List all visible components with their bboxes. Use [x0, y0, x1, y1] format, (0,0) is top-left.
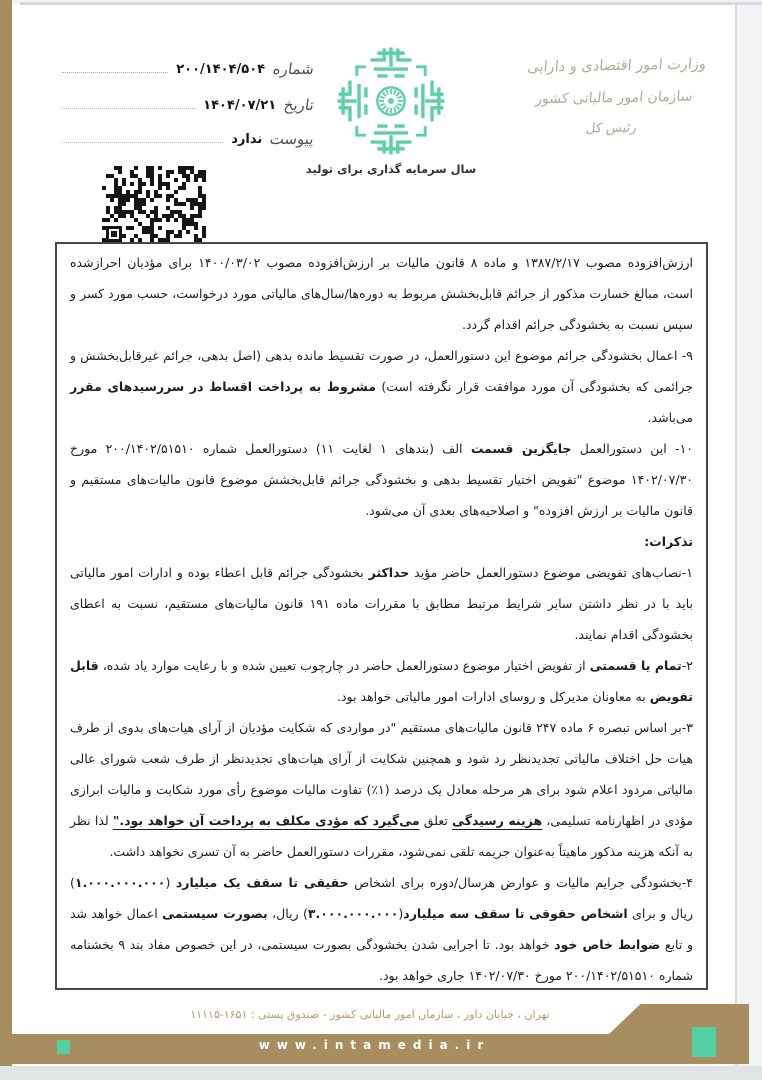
directive-text — [57, 244, 706, 990]
field-row-number — [62, 60, 314, 78]
body-paragraph: ۲-تمام یا قسمتی از تفویض اختیار موضوع دستورالعمل حاضر در چارچوب تعیین شده و با رعایت موارد یاد شده، قابل تفویض به معاونان مدیرکل و روسای ادارات امور مالیاتی خواهد بود. — [70, 658, 693, 704]
teal-accent-left — [57, 1040, 70, 1054]
remarks-heading: تذکرات: — [644, 534, 693, 549]
dotted-line — [62, 142, 223, 143]
attachment-label: پیوست — [268, 130, 316, 148]
letterhead-calligraphy — [494, 48, 735, 146]
emblem-rosette — [377, 87, 404, 114]
website-url: www.intamedia.ir — [258, 1038, 491, 1052]
field-row-attachment — [62, 130, 314, 148]
number-value: ۲۰۰/۱۴۰۴/۵۰۴ — [176, 62, 266, 77]
body-paragraph: ۳-بر اساس تبصره ۶ ماده ۲۴۷ قانون مالیات‌های مستقیم "در مواردی که شکایت مؤدیان از آرای هیات‌های بدوی از طرف هیات حل اختلاف مالیاتی تجدیدنظر رد شود و همچنین شکایت از آرای هیات‌های تجدیدنظر از طرف شعب شورای عالی مالیاتی مردود اعلام شود برای هر مرحله معادل یک درصد (۱٪) تفاوت مالیات موضوع رأی مورد شکایت و مالیات ابرازی مؤدی در اظهارنامه تسلیمی، هزینه رسیدگی تعلق می‌گیرد که مؤدی مکلف به پرداخت آن خواهد بود." لذا نظر به آنکه هزینه مذکور ماهیتاً به‌عنوان جریمه تلقی نمی‌شود، مقررات دستورالعمل حاضر به آن تسری نخواهد داشت. — [70, 720, 693, 859]
body-paragraph: ۱-نصاب‌های تفویضی موضوع دستورالعمل حاضر مؤید حداکثر بخشودگی جرائم قابل اعطاء بوده و ادارات امور مالیاتی باید با در نظر داشتن سایر شرایط مرتبط مطابق با مقررات ماده ۱۹۱ قانون مالیات‌های مستقیم، نسبت به اعطای بخشودگی اقدام نمایند. — [70, 565, 693, 642]
footer-address: تهران ، خیابان داور ، سازمان امور مالیاتی کشور - صندوق پستی : ۱۶۵۱-۱۱۱۱۵ — [190, 1008, 550, 1021]
body-paragraph: ۹- اعمال بخشودگی جرائم موضوع این دستورالعمل، در صورت تقسیط مانده بدهی (اصل بدهی، جرائم غیرقابل‌بخشش و جرائمی که بخشودگی آن مورد موافقت قرار نگرفته است) مشروط به پرداخت اقساط در سررسیدهای مقرر می‌باشد. — [70, 348, 693, 425]
tan-left-border — [0, 0, 12, 1066]
date-label: تاریخ — [282, 96, 316, 114]
photo-edge-right — [735, 4, 737, 1066]
directive-body-box — [55, 242, 708, 990]
body-paragraph: ارزش‌افزوده مصوب ۱۳۸۷/۲/۱۷ و ماده ۸ قانون مالیات بر ارزش‌افزوده مصوب ۱۴۰۰/۰۳/۰۲ برای مؤدیان احرازشده است، مبالغ خسارت مذکور از جرائم قابل‌بخشش مربوط به دوره‌ها/سال‌های مالیاتی مورد درخواست، حسب مورد کسر و سپس نسبت به بخشودگی جرائم اقدام گردد. — [70, 255, 693, 332]
signatory-title: رئیس کل — [585, 120, 638, 137]
date-value: ۱۴۰۴/۰۷/۲۱ — [203, 98, 277, 113]
teal-accent-right — [692, 1027, 716, 1057]
slogan-text: سال سرمایه گذاری برای تولید — [305, 162, 477, 176]
ministry-name: وزارت امور اقتصادی و دارایی — [526, 56, 707, 76]
emblem-arm — [370, 47, 411, 76]
number-label: شماره — [271, 60, 316, 78]
attachment-value: ندارد — [231, 132, 263, 147]
qr-code — [102, 166, 206, 246]
tax-administration-logo-icon — [331, 44, 451, 158]
photo-edge-top — [20, 2, 762, 5]
dotted-line — [62, 108, 195, 109]
body-paragraph: ۱۰- این دستورالعمل جایگزین قسمت الف (بندهای ۱ لغایت ۱۱) دستورالعمل شماره ۲۰۰/۱۴۰۲/۵۱۵۱۰ مورخ ۱۴۰۲/۰۷/۳۰ موضوع "تفویض اختیار تقسیط بدهی و بخشودگی جرائم قابل‌بخشش موضوع قانون مالیات‌های مستقیم و قانون مالیات بر ارزش افزوده" و اصلاحیه‌های بعدی آن می‌شود. — [70, 441, 694, 518]
qr-finder-pattern — [106, 226, 122, 242]
field-row-date — [62, 96, 314, 114]
body-paragraph: ۴-بخشودگی جرایم مالیات و عوارض هرسال/دوره برای اشخاص حقیقی تا سقف یک میلیارد (۱.۰۰۰.۰۰۰.۰۰۰) ریال و برای اشخاص حقوقی تا سقف سه میلیارد(۳.۰۰۰.۰۰۰.۰۰۰) ریال، بصورت سیستمی اعمال خواهد شد و تابع ضوابط خاص خود خواهد بود. تا اجرایی شدن بخشودگی بصورت سیستمی، در این خصوص مفاد بند ۹ بخشنامه شماره ۲۰۰/۱۴۰۲/۵۱۵۱۰ مورخ ۱۴۰۲/۰۷/۳۰ جاری خواهد بود. — [70, 875, 694, 983]
organization-name: سازمان امور مالیاتی کشور — [534, 88, 694, 108]
photo-edge-bottom — [0, 1066, 762, 1080]
dotted-line — [62, 72, 168, 73]
